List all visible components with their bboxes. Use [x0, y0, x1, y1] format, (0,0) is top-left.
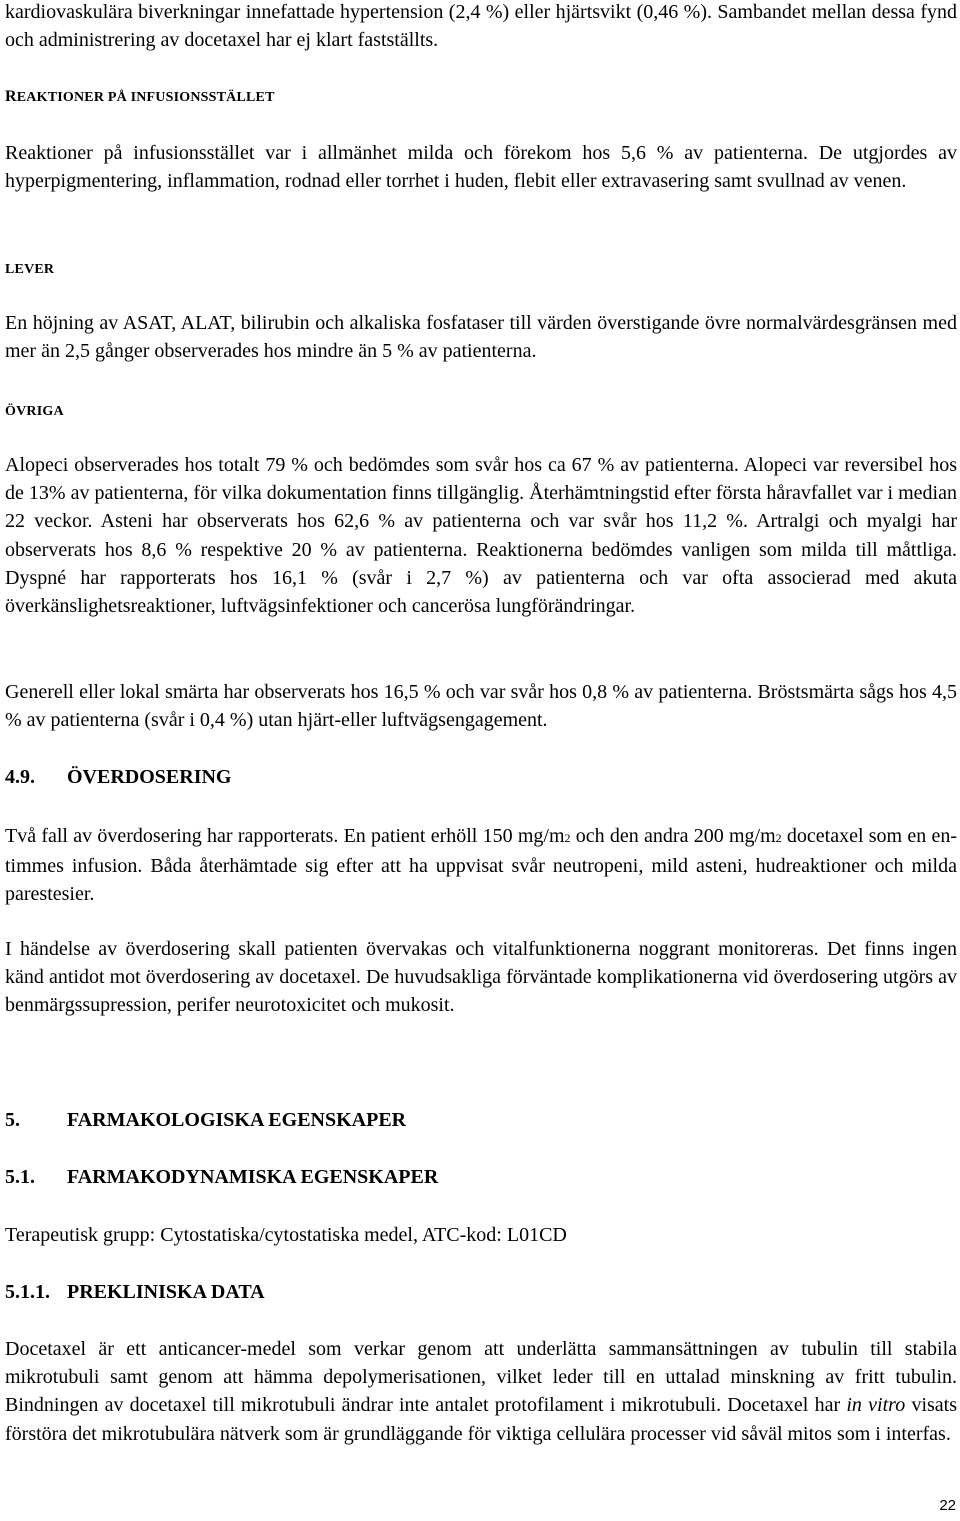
preclinical-section-title: PREKLINISKA DATA: [67, 1281, 265, 1303]
overdose-p1-part-a: Två fall av överdosering har rapporterats. En patient erhöll 150 mg/m: [5, 825, 565, 847]
pharmacology-heading: [5, 1107, 406, 1133]
overdose-p1-part-c: docetaxel som en en-timmes infusion. Båda återhämtade sig efter att ha uppvisat svår neutropeni, mild asteni, hudreaktioner och milda parestesier.: [5, 825, 958, 906]
preclinical-section-number: 5.1.1.: [5, 1281, 50, 1303]
infusion-paragraph: Reaktioner på infusionsstället var i allmänhet milda och förekom hos 5,6 % av patienterna. De utgjordes av hyperpigmentering, inflammation, rodnad eller torrhet i huden, flebit eller extravasering samt svullnad av venen.: [5, 142, 957, 193]
preclinical-text-italic: in vitro: [846, 1394, 906, 1417]
overdose-section-number: 4.9.: [5, 766, 35, 788]
ovriga-paragraph-2: Generell eller lokal smärta har observerats hos 16,5 % och var svår hos 0,8 % av patienterna. Bröstsmärta sågs hos 4,5 % av patienterna (svår i 0,4 %) utan hjärt-eller luftvägsengagement.: [5, 681, 957, 732]
overdose-p1-sub-1: 2: [564, 831, 571, 845]
overdose-heading: [5, 764, 231, 790]
pharmacology-section-title: FARMAKOLOGISKA EGENSKAPER: [67, 1109, 407, 1131]
overdose-paragraph-2: I händelse av överdosering skall patienten övervakas och vitalfunktionerna noggrant monitoreras. Det finns ingen känd antidot mot överdosering av docetaxel. De huvudsakliga förväntade komplikationerna vid överdosering utgörs av benmärgssupression, perifer neurotoxicitet och mukosit.: [5, 938, 957, 1017]
infusion-heading-initial: R: [5, 88, 17, 105]
page-number: 22: [939, 1497, 956, 1514]
lever-heading: [5, 258, 54, 281]
therapeutic-group-line: Terapeutisk grupp: Cytostatiska/cytostatiska medel, ATC-kod: L01CD: [5, 1224, 567, 1246]
overdose-p1-part-b: och den andra 200 mg/m: [570, 825, 776, 847]
infusion-heading-rest: EAKTIONER PÅ INFUSIONSSTÄLLET: [16, 90, 275, 105]
pharmacodynamics-heading: [5, 1164, 438, 1190]
ovriga-heading: [5, 400, 64, 423]
infusion-heading: [5, 86, 275, 109]
preclinical-paragraph: [5, 1335, 957, 1448]
preclinical-text-b: visats förstöra det mikrotubulära nätverk som är grundläggande för viktiga cellulära processer vid såväl mitos som i interfas.: [5, 1394, 957, 1445]
lever-paragraph: En höjning av ASAT, ALAT, bilirubin och alkaliska fosfataser till värden överstigande övre normalvärdesgränsen med mer än 2,5 gånger observerades hos mindre än 5 % av patienterna.: [5, 312, 957, 363]
overdose-section-title: ÖVERDOSERING: [67, 766, 232, 788]
overdose-paragraph-1: [5, 822, 957, 909]
preclinical-text-a: Docetaxel är ett anticancer-medel som verkar genom att underlätta sammansättningen av tubulin till stabila mikrotubuli samt genom att hämma depolymerisationen, vilket leder till en uttalad minskning av fritt tubulin. Bindningen av docetaxel till mikrotubuli ändrar inte antalet protofilament i mikrotubuli. Docetaxel har: [5, 1338, 957, 1417]
pharmacology-section-number: 5.: [5, 1109, 20, 1131]
pharmacodynamics-section-number: 5.1.: [5, 1166, 35, 1188]
ovriga-paragraph-1: Alopeci observerades hos totalt 79 % och bedömdes som svår hos ca 67 % av patienterna. Alopeci var reversibel hos de 13% av patienterna, för vilka dokumentation finns tillgänglig. Återhämtningstid efter första håravfallet var i median 22 veckor. Asteni har observerats hos 62,6 % av patienterna och var svår hos 11,2 %. Artralgi och myalgi har observerats hos 8,6 % respektive 20 % av patienterna. Reaktionerna bedömdes vanligen som milda till måttliga. Dyspné har rapporterats hos 16,1 % (svår i 2,7 %) av patienterna och var ofta associerad med akuta överkänslighetsreaktioner, luftvägsinfektioner och cancerösa lungförändringar.: [5, 454, 957, 618]
lever-heading-text: LEVER: [5, 262, 55, 277]
ovriga-heading-text: ÖVRIGA: [5, 404, 64, 419]
preclinical-heading: [5, 1279, 265, 1305]
intro-paragraph: kardiovaskulära biverkningar innefattade hypertension (2,4 %) eller hjärtsvikt (0,46 %). Sambandet mellan dessa fynd och administrering av docetaxel har ej klart fastställts.: [5, 1, 957, 52]
pharmacodynamics-section-title: FARMAKODYNAMISKA EGENSKAPER: [67, 1166, 439, 1188]
overdose-p1-sub-2: 2: [775, 831, 782, 845]
